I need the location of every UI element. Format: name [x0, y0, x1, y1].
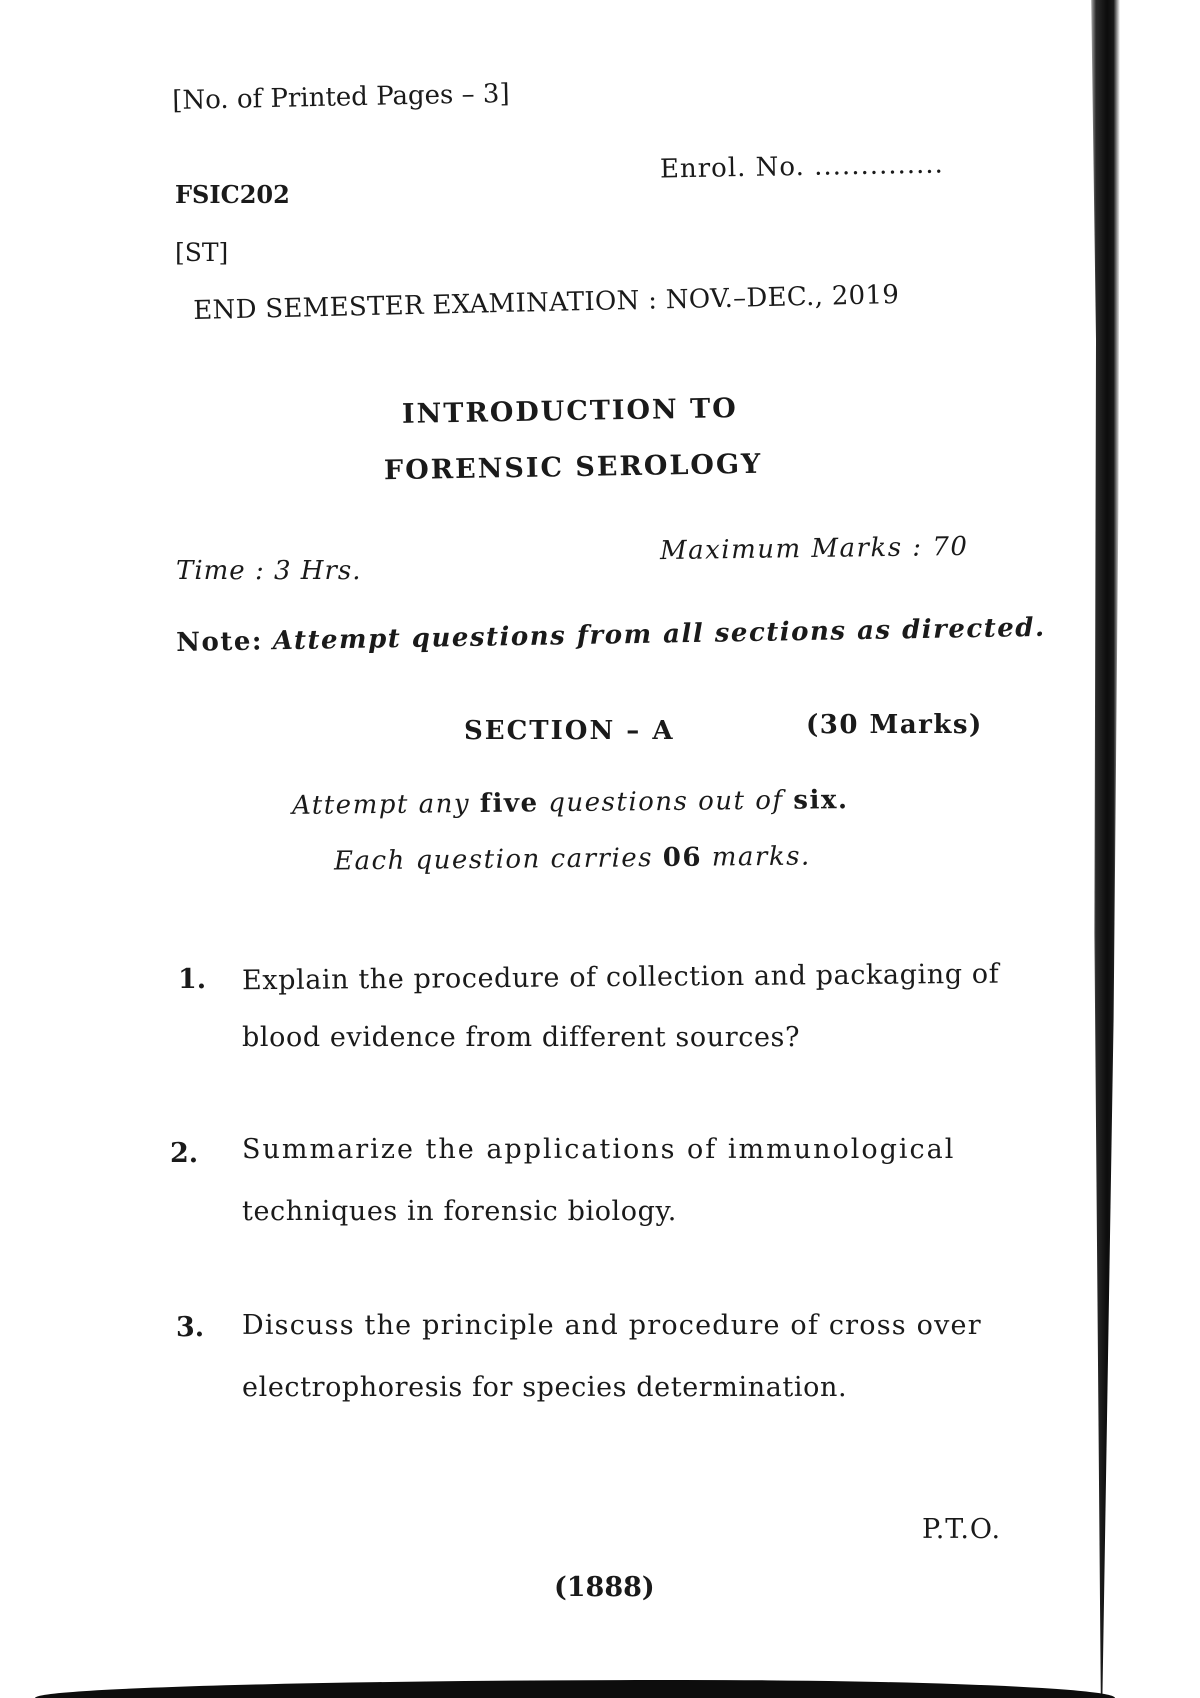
question-2-text-line2: techniques in forensic biology. — [242, 1196, 677, 1227]
paper-code: (1888) — [554, 1572, 655, 1603]
section-instruction-1 — [292, 785, 849, 821]
question-2-text-line1: Summarize the applications of immunological — [242, 1134, 956, 1165]
section-title: SECTION – A — [464, 716, 675, 746]
note-text: Attempt questions from all sections as directed. — [272, 612, 1046, 657]
exam-tag: [ST] — [175, 238, 229, 267]
section-marks: (30 Marks) — [806, 710, 983, 740]
please-turn-over: P.T.O. — [922, 1514, 1002, 1545]
subject-title-line2: FORENSIC SEROLOGY — [383, 448, 763, 487]
exam-title: END SEMESTER EXAMINATION : NOV.–DEC., 2019 — [193, 279, 900, 326]
printed-pages-note: [No. of Printed Pages – 3] — [172, 78, 510, 116]
instr1-part-a: Attempt any — [291, 789, 471, 821]
scan-edge-shadow — [1088, 0, 1120, 1698]
question-3-text-line1: Discuss the principle and procedure of cross over — [242, 1310, 982, 1341]
scan-bottom-shadow — [35, 1680, 1115, 1698]
time-allowed: Time : 3 Hrs. — [176, 556, 362, 586]
question-1-number: 1. — [178, 964, 207, 995]
subject-title-line1: INTRODUCTION TO — [401, 393, 738, 430]
instr2-part-a: Each question carries — [333, 843, 654, 877]
course-code: FSIC202 — [175, 180, 290, 209]
instr2-part-c: marks. — [711, 841, 811, 873]
note-label: Note: — [176, 626, 264, 658]
question-2-number: 2. — [170, 1138, 199, 1169]
section-instruction-2 — [334, 842, 811, 877]
instr1-part-c: questions out of — [548, 785, 784, 819]
enrol-number-field: Enrol. No. .............. — [659, 149, 945, 185]
question-3-number: 3. — [176, 1312, 205, 1343]
exam-note — [176, 613, 1046, 658]
question-3-text-line2: electrophoresis for species determination. — [242, 1372, 848, 1403]
instr1-part-d: six. — [793, 785, 849, 816]
instr2-part-b: 06 — [662, 842, 703, 874]
question-1-text-line1: Explain the procedure of collection and packaging of — [241, 958, 1000, 997]
maximum-marks: Maximum Marks : 70 — [659, 531, 969, 567]
instr1-part-b: five — [479, 788, 539, 819]
question-1-text-line2: blood evidence from different sources? — [242, 1022, 801, 1053]
